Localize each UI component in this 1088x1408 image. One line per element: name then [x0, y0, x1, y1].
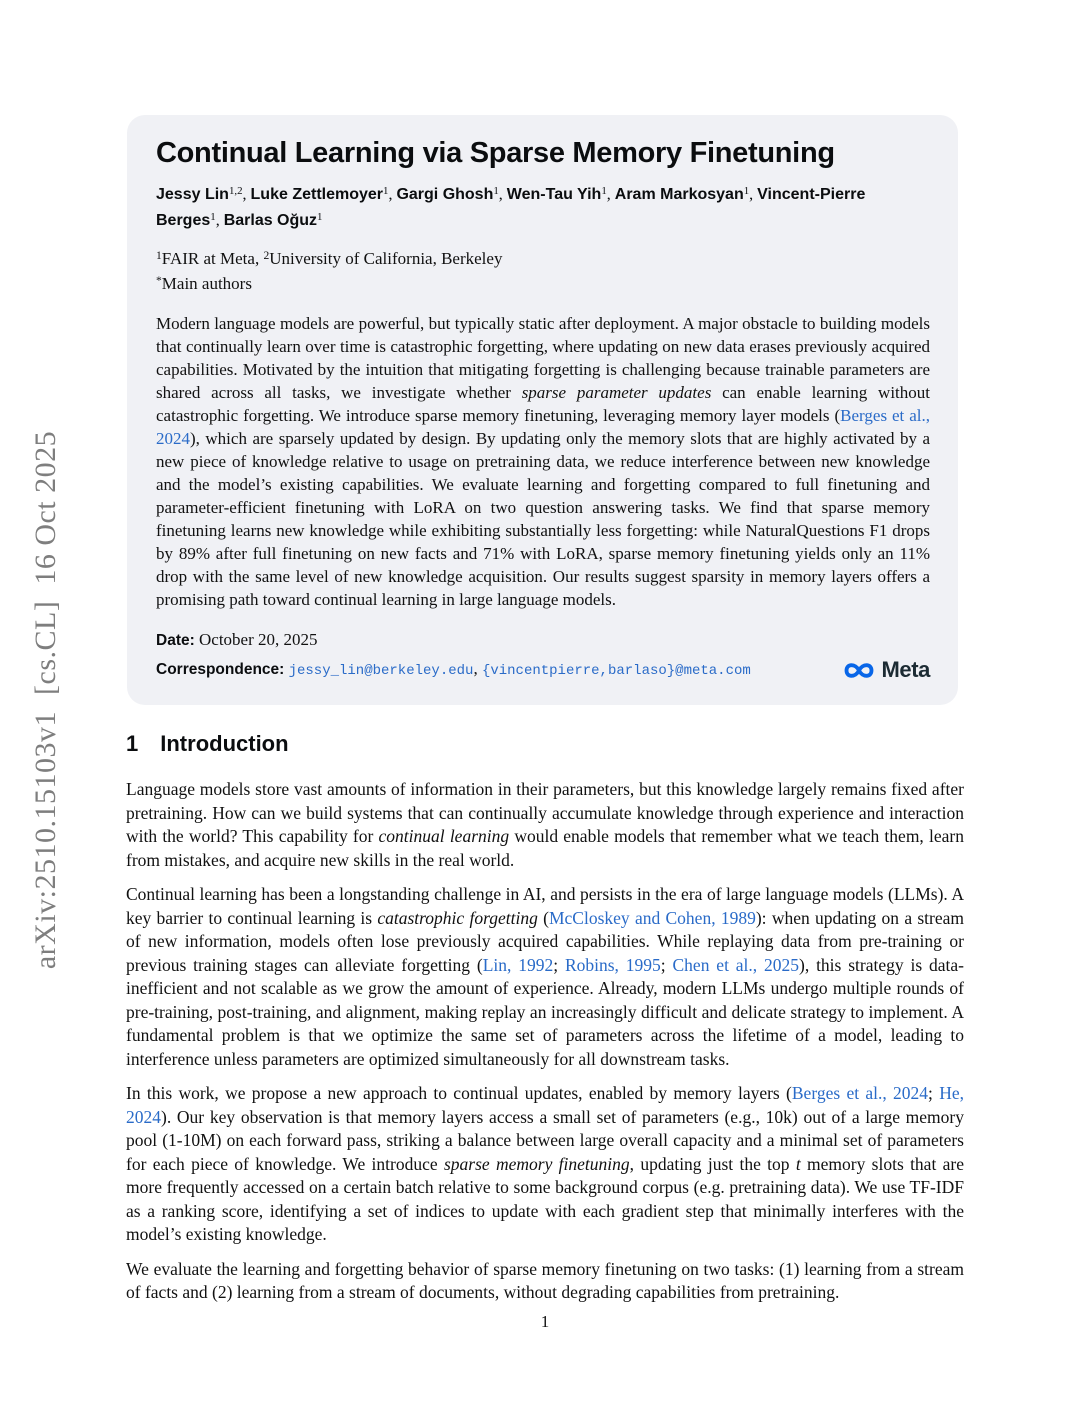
correspondence-row — [156, 657, 930, 683]
introduction-section — [126, 731, 964, 1316]
meta-wordmark: Meta — [881, 657, 930, 683]
citation-link[interactable]: McCloskey and Cohen, 1989 — [548, 907, 756, 928]
page-number: 1 — [540, 1312, 550, 1331]
date-label: Date: — [156, 632, 195, 650]
intro-paragraph-2: Continual learning has been a longstanding challenge in AI, and persists in the era of large language models (LLMs). A key barrier to continual learning is catastrophic forgetting (McCloskey and Cohen, 1989): when updating on a stream of new information, models often lose previously acquired capabilities. While replaying data from pre-training or previous training stages can alleviate forgetting (Lin, 1992; Robins, 1995; Chen et al., 2025), this strategy is data-inefficient and not scalable as we grow the amount of experience. Already, modern LLMs undergo multiple rounds of pre-training, post-training, and alignment, making replay an increasingly difficult and delicate strategy to implement. A fundamental problem is that we optimize the same set of parameters across the lifetime of a model, leading to interference unless parameters are optimized simultaneously for all downstream tasks. — [126, 884, 965, 1069]
citation-link[interactable]: He, 2024 — [126, 1083, 964, 1127]
intro-paragraph-4: We evaluate the learning and forgetting behavior of sparse memory finetuning on two tasks: (1) learning from a stream of facts and (2) learning from a stream of documents, without degrading capabilities from pretraining. — [126, 1258, 964, 1302]
meta-logo — [843, 657, 930, 683]
intro-paragraph-1: Language models store vast amounts of information in their parameters, but this knowledge largely remains fixed after pretraining. How can we build systems that can continually accumulate knowledge through experience and interaction with the world? This capability for continual learning would enable models that remember what we teach them, learn from mistakes, and acquire new skills in the real world. — [126, 779, 964, 870]
citation-link[interactable]: Chen et al., 2025 — [672, 954, 800, 975]
citation-link[interactable]: Robins, 1995 — [564, 954, 661, 975]
section-title: Introduction — [160, 731, 289, 756]
section-number: 1 — [126, 731, 139, 756]
author-list: Jessy Lin$^{1,2}$, Luke Zettlemoyer$^1$, Gargi Ghosh$^1$, Wen-Tau Yih$^1$, Aram Markosyan$^1$, Vincent-Pierre Berges$^1$, Barlas Oğuz$^1$ — [156, 185, 866, 230]
intro-paragraph-3: In this work, we propose a new approach to continual updates, enabled by memory layers (Berges et al., 2024; He, 2024). Our key observation is that memory layers access a small set of parameters (e.g., 10k) out of a large memory pool (1-10M) on each forward pass, striking a balance between large overall capacity and a minimal set of parameters for each piece of knowledge. We introduce sparse memory finetuning, updating just the top t memory slots that are more frequently accessed on a certain batch relative to some background corpus (e.g. pretraining data). We use TF-IDF as a ranking score, identifying a set of indices to update with each gradient step that minimally interferes with the model’s existing knowledge. — [126, 1083, 964, 1244]
citation-link[interactable]: Berges et al., 2024 — [156, 406, 931, 449]
meta-infinity-icon — [843, 660, 875, 681]
affiliation-line: $^1$FAIR at Meta, $^2$University of California, Berkeley — [156, 249, 503, 269]
section-heading-introduction — [126, 731, 964, 757]
abstract-text: Modern language models are powerful, but typically static after deployment. A major obstacle to building models that continually learn over time is catastrophic forgetting, where updating on new data erases previously acquired capabilities. Motivated by the intuition that mitigating forgetting is challenging because trainable parameters are shared across all tasks, we investigate whether sparse parameter updates can enable learning without catastrophic forgetting. We introduce sparse memory finetuning, leveraging memory layer models (Berges et al., 2024), which are sparsely updated by design. By updating only the memory slots that are highly activated by a new piece of knowledge relative to usage on pretraining data, we reduce interference between new knowledge and the model’s existing capabilities. We evaluate learning and forgetting compared to full finetuning and parameter-efficient finetuning with LoRA on two question answering tasks. We find that sparse memory finetuning learns new knowledge while exhibiting substantially less forgetting: while NaturalQuestions F1 drops by 89% after full finetuning on new facts and 71% with LoRA, sparse memory finetuning yields only an 11% drop with the same level of new knowledge acquisition. Our results suggest sparsity in memory layers offers a promising path toward continual learning in large language models. — [156, 314, 931, 610]
email-link[interactable]: jessy_lin@berkeley.edu — [288, 663, 474, 680]
citation-link[interactable]: Berges et al., 2024 — [791, 1083, 929, 1103]
date-value: October 20, 2025 — [194, 630, 318, 650]
citation-link[interactable]: Lin, 1992 — [482, 954, 554, 975]
affiliations — [156, 246, 930, 296]
correspondence-emails: jessy_lin@berkeley.edu, {vincentpierre,barlaso}@meta.com — [288, 659, 751, 680]
correspondence-label: Correspondence: — [156, 661, 285, 679]
correspondence-line — [156, 658, 751, 682]
date-row — [156, 629, 930, 652]
abstract-card — [127, 115, 958, 705]
paper-title: Continual Learning via Sparse Memory Finetuning — [156, 137, 835, 169]
main-authors-note: *Main authors — [156, 274, 252, 294]
email-link[interactable]: {vincentpierre,barlaso}@meta.com — [481, 663, 751, 680]
arxiv-watermark: arXiv:2510.15103v1 [cs.CL] 16 Oct 2025 — [29, 430, 62, 970]
